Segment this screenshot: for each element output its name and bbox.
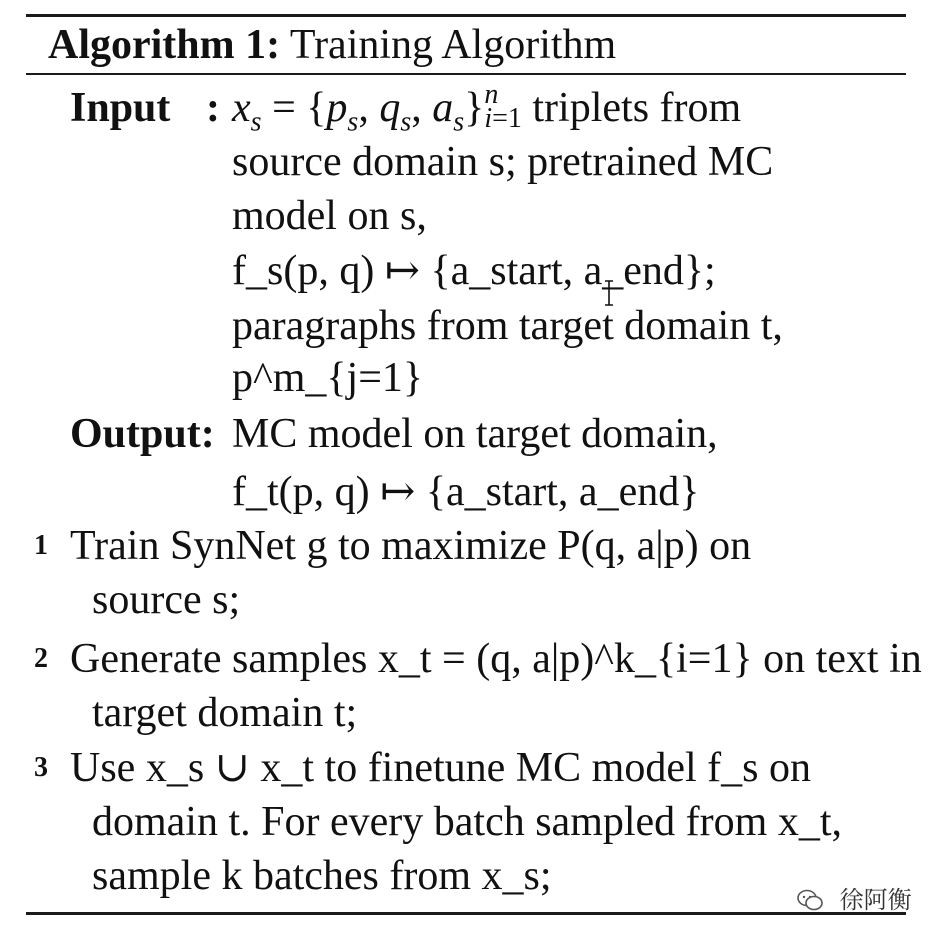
step-1-number: 1 bbox=[34, 530, 48, 561]
output-line-2: f_t(p, q) ↦ {a_start, a_end} bbox=[232, 469, 700, 515]
watermark-text: 徐阿衡 bbox=[839, 886, 912, 914]
input-line-1: $x_s = \{p_s$, $q_s$, $a_s$} n i=1 triplets from bbox=[232, 79, 742, 138]
step-3-line-2: domain t. For every batch sampled from x_t, bbox=[92, 799, 842, 845]
input-label: Input bbox=[70, 85, 171, 131]
input-line-3: model on s, bbox=[232, 193, 427, 239]
wechat-icon bbox=[796, 888, 824, 912]
header-rule bbox=[26, 73, 906, 75]
step-2-line-1: Generate samples x_t = (q, a|p)^k_{i=1} on text in bbox=[70, 636, 922, 682]
step-1-line-2: source s; bbox=[92, 577, 241, 623]
output-label: Output: bbox=[70, 411, 215, 457]
step-1-line-1: Train SynNet g to maximize P(q, a|p) on bbox=[70, 523, 752, 569]
step-3-number: 3 bbox=[34, 752, 48, 783]
step-3-line-3: sample k batches from x_s; bbox=[92, 853, 552, 899]
input-line-1-text: triplets from bbox=[532, 85, 742, 131]
step-3-line-1: Use x_s ∪ x_t to finetune MC model f_s on bbox=[70, 745, 811, 791]
input-line-5: paragraphs from target domain t, bbox=[232, 303, 783, 349]
step-2-line-2: target domain t; bbox=[92, 690, 358, 736]
algorithm-header bbox=[48, 18, 616, 72]
input-line-4: f_s(p, q) ↦ {a_start, a_end}; bbox=[232, 248, 716, 294]
top-rule bbox=[26, 14, 906, 17]
input-line-2: source domain s; pretrained MC bbox=[232, 139, 774, 185]
output-line-1: MC model on target domain, bbox=[232, 411, 718, 457]
step-2-number: 2 bbox=[34, 643, 48, 674]
watermark bbox=[796, 880, 912, 915]
algorithm-title: Training Algorithm bbox=[289, 22, 617, 68]
bottom-rule bbox=[26, 912, 906, 915]
algorithm-label: Algorithm 1: bbox=[48, 22, 281, 68]
input-colon: : bbox=[206, 85, 220, 131]
text-cursor-icon bbox=[604, 280, 614, 306]
input-line-6: p^m_{j=1} bbox=[232, 355, 424, 401]
